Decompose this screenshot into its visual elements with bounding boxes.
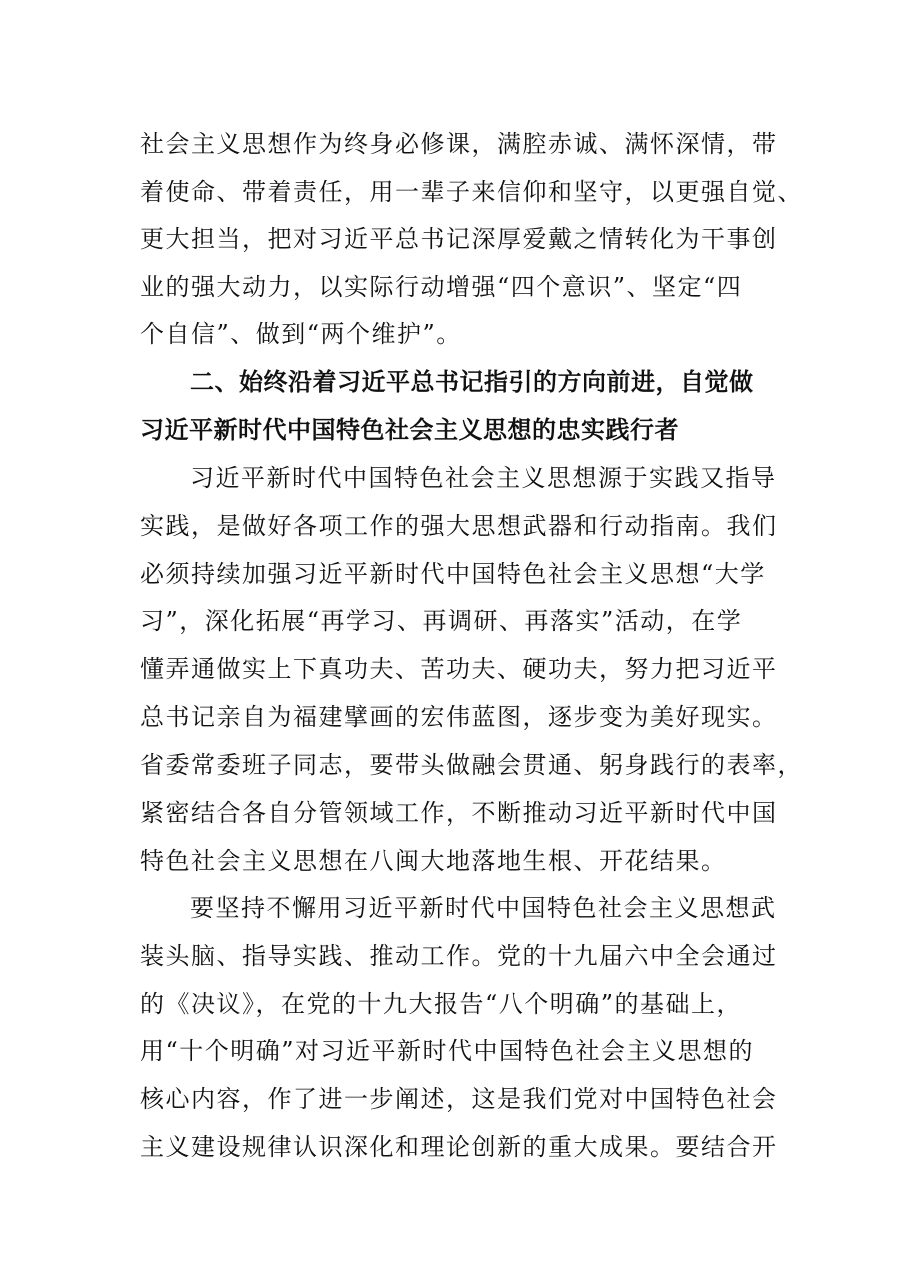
text-line: 省委常委班子同志，要带头做融会贯通、躬身践行的表率， — [140, 751, 803, 779]
text-line: 总书记亲自为福建擘画的宏伟蓝图，逐步变为美好现实。 — [140, 703, 778, 731]
text-line: 更大担当，把对习近平总书记深厚爱戴之情转化为干事创 — [140, 225, 778, 253]
text-line: 必须持续加强习近平新时代中国特色社会主义思想“大学 — [140, 560, 766, 588]
text-line: 习近平新时代中国特色社会主义思想源于实践又指导 — [190, 464, 777, 492]
heading-line: 习近平新时代中国特色社会主义思想的忠实践行者 — [140, 416, 679, 444]
heading-line: 二、始终沿着习近平总书记指引的方向前进，自觉做 — [190, 368, 754, 396]
text-line: 特色社会主义思想在八闽大地落地生根、开花结果。 — [140, 847, 727, 875]
text-line: 着使命、带着责任，用一辈子来信仰和坚守，以更强自觉、 — [140, 178, 803, 206]
text-line: 用“十个明确”对习近平新时代中国特色社会主义思想的 — [140, 1037, 755, 1065]
text-line: 核心内容，作了进一步阐述，这是我们党对中国特色社会 — [140, 1085, 778, 1113]
text-line: 社会主义思想作为终身必修课，满腔赤诚、满怀深情，带 — [140, 130, 778, 158]
text-line: 实践，是做好各项工作的强大思想武器和行动指南。我们 — [140, 512, 778, 540]
text-line: 业的强大动力，以实际行动增强“四个意识”、坚定“四 — [140, 273, 743, 301]
text-line: 装头脑、指导实践、推动工作。党的十九届六中全会通过 — [140, 942, 778, 970]
text-line: 的《决议》，在党的十九大报告“八个明确”的基础上， — [140, 990, 743, 1018]
text-line: 懂弄通做实上下真功夫、苦功夫、硬功夫，努力把习近平 — [140, 655, 778, 683]
text-line: 个自信”、做到“两个维护”。 — [140, 320, 462, 348]
text-line: 主义建设规律认识深化和理论创新的重大成果。要结合开 — [140, 1133, 778, 1161]
text-line: 要坚持不懈用习近平新时代中国特色社会主义思想武 — [190, 894, 777, 922]
text-line: 紧密结合各自分管领域工作，不断推动习近平新时代中国 — [140, 799, 778, 827]
text-line: 习”，深化拓展“再学习、再调研、再落实”活动，在学 — [140, 607, 743, 635]
